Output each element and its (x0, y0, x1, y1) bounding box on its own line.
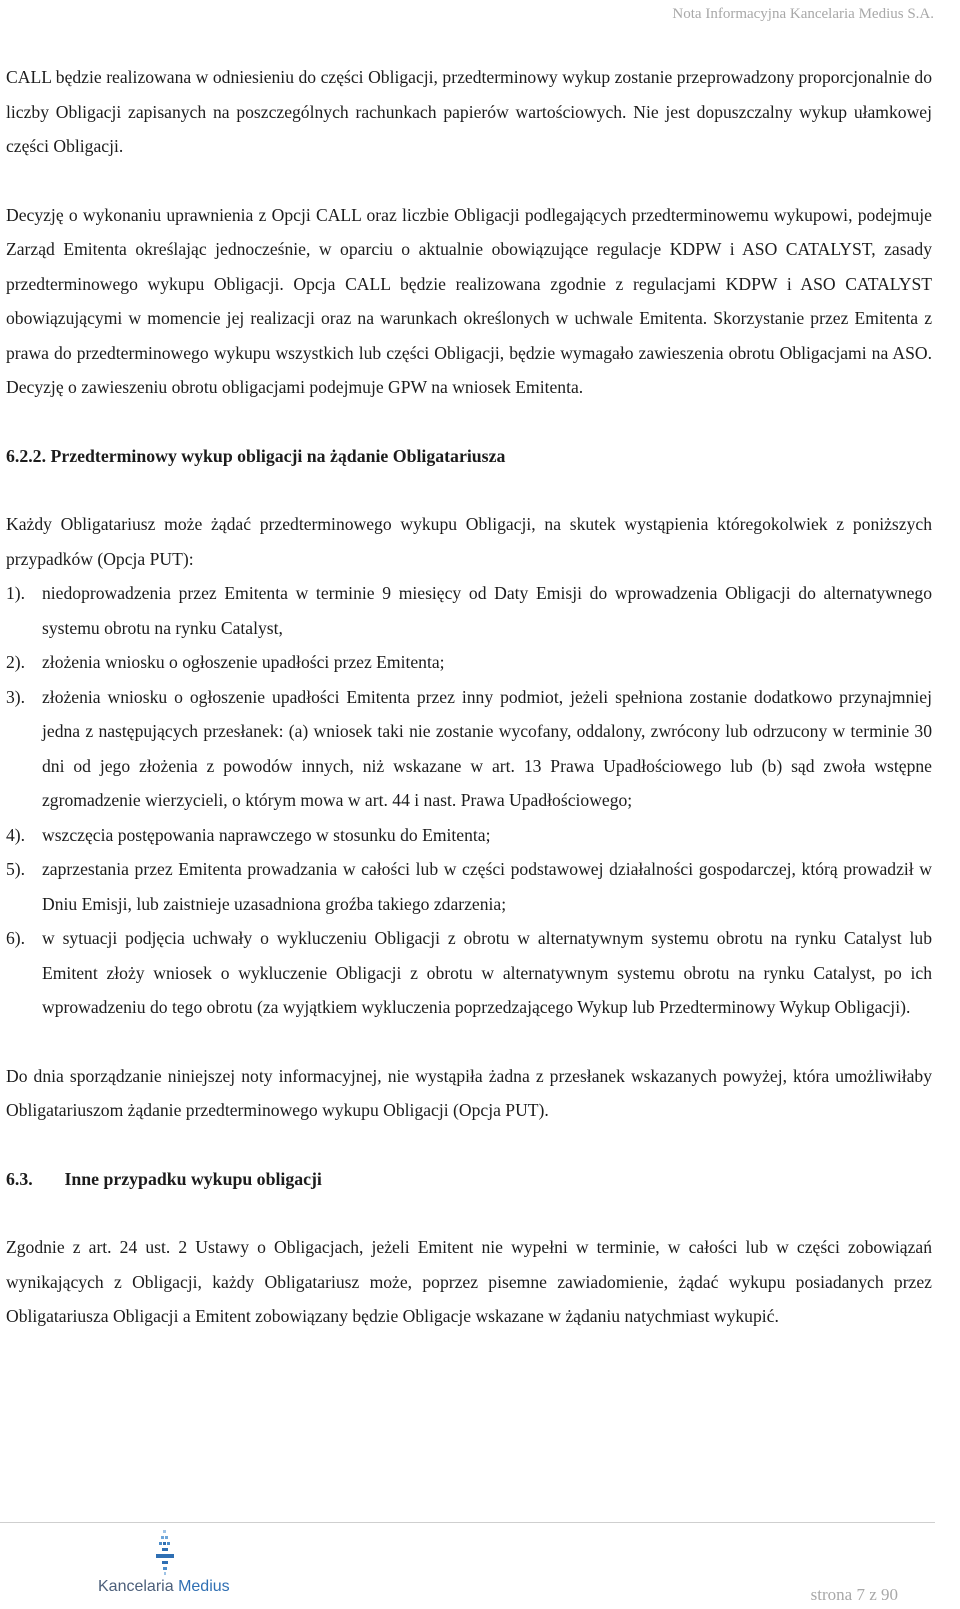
list-number: 4). (6, 824, 26, 845)
section-title: Przedterminowy wykup obligacji na żądanie Obligatariusza (50, 445, 506, 466)
list-text: wszczęcia postępowania naprawczego w stosunku do Emitenta; (42, 824, 491, 845)
page-number: strona 7 z 90 (810, 1585, 898, 1604)
paragraph-art-24: Zgodnie z art. 24 ust. 2 Ustawy o Obligacjach, jeżeli Emitent nie wypełni w terminie, w całości lub w części zobowiązań wynikających z Obligacji, każdy Obligatariusz może, poprzez pisemne zawiadomienie, żądać wykupu posiadanych przez Obligatariusza Obligacji a Emitent zobowiązany będzie Obligacje wskazane w żądaniu natychmiast wykupić. (6, 1237, 932, 1326)
list-number: 1). (6, 583, 26, 603)
footer-divider (0, 1522, 935, 1523)
list-number: 5). (6, 859, 26, 879)
logo-text-kancelaria: Kancelaria (98, 1578, 174, 1595)
list-text: złożenia wniosku o ogłoszenie upadłości przez Emitenta; (42, 652, 445, 672)
put-cases-list (6, 576, 932, 1025)
section-number: 6.3. (6, 1168, 33, 1189)
list-item (6, 818, 932, 853)
logo-wordmark (98, 1578, 230, 1596)
document-body (6, 60, 932, 1334)
list-text: niedoprowadzenia przez Emitenta w terminie 9 miesięcy od Daty Emisji do wprowadzenia Obligacji do alternatywnego systemu obrotu na rynku Catalyst, (42, 583, 932, 638)
kancelaria-medius-logo (98, 1530, 258, 1602)
list-number: 2). (6, 652, 26, 672)
list-item (6, 576, 932, 645)
logo-text-medius: Medius (178, 1578, 230, 1595)
paragraph-put-intro: Każdy Obligatariusz może żądać przedterminowego wykupu Obligacji, na skutek wystąpienia któregokolwiek z poniższych przypadków (Opcja PUT): (6, 514, 932, 569)
paragraph-call-decision: Decyzję o wykonaniu uprawnienia z Opcji CALL oraz liczbie Obligacji podlegających przedterminowemu wykupowi, podejmuje Zarząd Emitenta określając jednocześnie, w oparciu o aktualnie obowiązujące regulacje KDPW i ASO CATALYST, zasady przedterminowego wykupu Obligacji. Opcja CALL będzie realizowana zgodnie z regulacjami KDPW i ASO CATALYST obowiązującymi w momencie jej realizacji oraz na warunkach określonych w uchwale Emitenta. Skorzystanie przez Emitenta z prawa do przedterminowego wykupu wszystkich lub części Obligacji, będzie wymagało zawieszenia obrotu Obligacjami na ASO. Decyzję o zawieszeniu obrotu obligacjami podejmuje GPW na wniosek Emitenta. (6, 204, 932, 397)
list-item (6, 645, 932, 680)
list-text: złożenia wniosku o ogłoszenie upadłości Emitenta przez inny podmiot, jeżeli spełniona zostanie dodatkowo przynajmniej jedna z następujących przesłanek: (a) wniosek taki nie zostanie wycofany, oddalony, zwrócony lub odrzucony w terminie 30 dni od jego złożenia z powodów innych, niż wskazane w art. 13 Prawa Upadłościowego lub (b) sąd zwoła wstępne zgromadzenie wierzycieli, o którym mowa w art. 44 i nast. Prawa Upadłościowego; (42, 686, 932, 810)
list-item (6, 852, 932, 921)
list-item (6, 680, 932, 818)
section-number: 6.2.2. (6, 445, 47, 466)
section-title: Inne przypadku wykupu obligacji (64, 1168, 322, 1189)
list-number: 6). (6, 928, 26, 948)
section-heading-6-2-2 (6, 439, 932, 474)
running-header: Nota Informacyjna Kancelaria Medius S.A. (672, 6, 934, 22)
paragraph-call-continuation: CALL będzie realizowana w odniesieniu do części Obligacji, przedterminowy wykup zostanie przeprowadzony proporcjonalnie do liczby Obligacji zapisanych na poszczególnych rachunkach papierów wartościowych. Nie jest dopuszczalny wykup ułamkowej części Obligacji. (6, 67, 932, 156)
logo-mark-icon (153, 1530, 177, 1576)
section-heading-6-3 (6, 1162, 932, 1197)
list-number: 3). (6, 686, 26, 707)
list-text: zaprzestania przez Emitenta prowadzania w całości lub w części podstawowej działalności gospodarczej, którą prowadził w Dniu Emisji, lub zaistnieje uzasadniona groźba takiego zdarzenia; (42, 859, 932, 914)
paragraph-no-conditions: Do dnia sporządzanie niniejszej noty informacyjnej, nie wystąpiła żadna z przesłanek wskazanych powyżej, która umożliwiłaby Obligatariuszom żądanie przedterminowego wykupu Obligacji (Opcja PUT). (6, 1065, 932, 1120)
list-text: w sytuacji podjęcia uchwały o wykluczeniu Obligacji z obrotu w alternatywnym systemu obrotu na rynku Catalyst lub Emitent złoży wniosek o wykluczenie Obligacji z obrotu w alternatywnym systemu obrotu na rynku Catalyst, po ich wprowadzeniu do tego obrotu (za wyjątkiem wykluczenia poprzedzającego Wykup lub Przedterminowy Wykup Obligacji). (42, 928, 932, 1017)
list-item (6, 921, 932, 1025)
